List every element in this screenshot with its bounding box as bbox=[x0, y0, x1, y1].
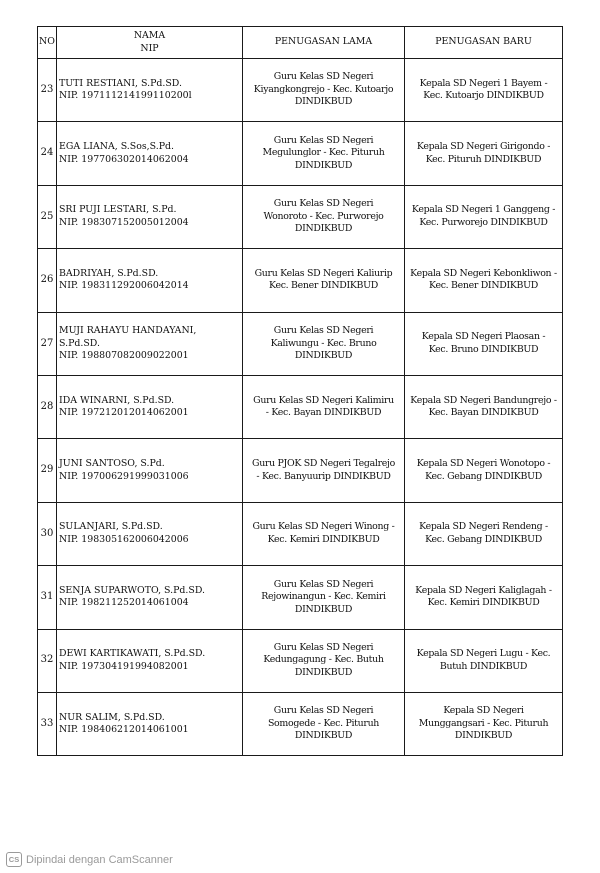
employee-nip: NIP. 197706302014062004 bbox=[59, 153, 189, 165]
employee-name: NUR SALIM, S.Pd.SD. bbox=[59, 711, 165, 723]
penugasan-baru-cell bbox=[405, 312, 563, 375]
penugasan-lama-cell bbox=[243, 439, 405, 502]
employee-name: TUTI RESTIANI, S.Pd.SD. bbox=[59, 77, 182, 89]
penugasan-baru-cell bbox=[405, 692, 563, 755]
penugasan-baru-line: Kepala SD Negeri Girigondo - bbox=[416, 141, 551, 153]
penugasan-lama-cell bbox=[243, 502, 405, 565]
penugasan-lama-line: Kaliwungu - Kec. Bruno bbox=[270, 337, 377, 349]
table-row bbox=[38, 312, 563, 375]
penugasan-baru-line: Kec. Pituruh DINDIKBUD bbox=[425, 153, 542, 165]
penugasan-baru-line: Kec. Bruno DINDIKBUD bbox=[428, 343, 539, 355]
row-number: 27 bbox=[38, 312, 57, 375]
penugasan-baru-line: Kepala SD Negeri Wonotopo - bbox=[416, 458, 551, 470]
penugasan-baru-line: Kepala SD Negeri bbox=[443, 705, 524, 717]
penugasan-lama-line: Guru Kelas SD Negeri bbox=[273, 134, 374, 146]
nama-nip-cell bbox=[57, 375, 243, 438]
penugasan-lama-line: Kec. Bener DINDIKBUD bbox=[269, 280, 378, 292]
table-row bbox=[38, 122, 563, 185]
penugasan-baru-line: Munggangsari - Kec. Pituruh bbox=[418, 717, 549, 729]
penugasan-baru-line: Kepala SD Negeri 1 Bayem - bbox=[419, 77, 548, 89]
penugasan-lama-line: DINDIKBUD bbox=[294, 96, 353, 108]
employee-nip: NIP. 197212012014062001 bbox=[59, 407, 189, 419]
watermark-text: Dipindai dengan CamScanner bbox=[26, 853, 173, 866]
penugasan-lama-line: Kec. Kemiri DINDIKBUD bbox=[267, 533, 380, 545]
penugasan-baru-line: Kepala SD Negeri Kaliglagah - bbox=[415, 584, 552, 596]
penugasan-lama-line: Guru Kelas SD Negeri bbox=[273, 641, 374, 653]
table-row bbox=[38, 375, 563, 438]
penugasan-lama-cell bbox=[243, 122, 405, 185]
penugasan-baru-line: Kepala SD Negeri Plaosan - bbox=[421, 331, 546, 343]
penugasan-baru-cell bbox=[405, 502, 563, 565]
nama-nip-cell bbox=[57, 439, 243, 502]
header-nama-nip bbox=[57, 27, 243, 59]
employee-name: JUNI SANTOSO, S.Pd. bbox=[59, 458, 165, 470]
penugasan-baru-line: Butuh DINDIKBUD bbox=[439, 660, 528, 672]
nama-nip-cell bbox=[57, 312, 243, 375]
employee-name: DEWI KARTIKAWATI, S.Pd.SD. bbox=[59, 648, 206, 660]
penugasan-lama-line: DINDIKBUD bbox=[294, 350, 353, 361]
row-number: 32 bbox=[38, 629, 57, 692]
penugasan-baru-line: Kepala SD Negeri Rendeng - bbox=[419, 521, 548, 533]
header-no: NO bbox=[38, 27, 57, 59]
employee-name: SULANJARI, S.Pd.SD. bbox=[59, 521, 163, 533]
penugasan-lama-cell bbox=[243, 185, 405, 248]
row-number: 33 bbox=[38, 692, 57, 755]
penugasan-lama-cell bbox=[243, 375, 405, 438]
penugasan-baru-cell bbox=[405, 566, 563, 629]
penugasan-lama-line: Rejowinangun - Kec. Kemiri bbox=[261, 591, 386, 603]
row-number: 30 bbox=[38, 502, 57, 565]
employee-name: MUJI RAHAYU HANDAYANI, bbox=[59, 325, 197, 336]
penugasan-lama-line: Guru Kelas SD Negeri bbox=[273, 578, 374, 590]
penugasan-lama-line: DINDIKBUD bbox=[294, 666, 353, 678]
penugasan-lama-cell bbox=[243, 629, 405, 692]
penugasan-lama-cell bbox=[243, 566, 405, 629]
penugasan-lama-line: - Kec. Banyuurip DINDIKBUD bbox=[256, 470, 391, 482]
penugasan-baru-line: Kepala SD Negeri Lugu - Kec. bbox=[416, 648, 551, 660]
penugasan-lama-line: Guru Kelas SD Negeri bbox=[273, 198, 374, 210]
nama-nip-cell bbox=[57, 59, 243, 122]
table-row bbox=[38, 629, 563, 692]
camscanner-logo-icon: CS bbox=[6, 852, 22, 867]
employee-name: S.Pd.SD. bbox=[59, 337, 100, 349]
penugasan-lama-cell bbox=[243, 692, 405, 755]
table-row bbox=[38, 439, 563, 502]
table-row bbox=[38, 185, 563, 248]
header-penugasan-lama: PENUGASAN LAMA bbox=[243, 27, 405, 59]
penugasan-lama-line: Guru Kelas SD Negeri Kalimiru bbox=[253, 394, 394, 406]
penugasan-lama-line: DINDIKBUD bbox=[294, 223, 353, 235]
employee-name: IDA WINARNI, S.Pd.SD. bbox=[59, 394, 175, 406]
penugasan-baru-line: Kec. Kutoarjo DINDIKBUD bbox=[423, 90, 544, 102]
penugasan-lama-line: Guru Kelas SD Negeri bbox=[273, 325, 374, 336]
nama-nip-cell bbox=[57, 185, 243, 248]
employee-name: SENJA SUPARWOTO, S.Pd.SD. bbox=[59, 584, 205, 596]
penugasan-baru-cell bbox=[405, 375, 563, 438]
penugasan-baru-line: Kec. Purworejo DINDIKBUD bbox=[419, 216, 548, 228]
penugasan-lama-line: Guru Kelas SD Negeri bbox=[273, 71, 374, 83]
nama-nip-cell bbox=[57, 692, 243, 755]
penugasan-lama-line: - Kec. Bayan DINDIKBUD bbox=[265, 407, 382, 419]
nama-nip-cell bbox=[57, 629, 243, 692]
header-penugasan-baru: PENUGASAN BARU bbox=[405, 27, 563, 59]
penugasan-baru-line: Kepala SD Negeri Kebonkliwon - bbox=[410, 267, 557, 279]
penugasan-lama-line: Megulunglor - Kec. Pituruh bbox=[262, 147, 385, 159]
employee-nip: NIP. 198305162006042006 bbox=[59, 533, 189, 545]
header-nama: NAMA bbox=[133, 30, 166, 41]
penugasan-baru-line: Kec. Gebang DINDIKBUD bbox=[425, 533, 542, 545]
penugasan-lama-cell bbox=[243, 249, 405, 312]
penugasan-baru-line: Kepala SD Negeri 1 Ganggeng - bbox=[411, 204, 556, 216]
penugasan-baru-cell bbox=[405, 629, 563, 692]
employee-nip: NIP. 198807082009022001 bbox=[59, 350, 189, 361]
row-number: 23 bbox=[38, 59, 57, 122]
penugasan-lama-line: DINDIKBUD bbox=[294, 603, 353, 615]
table-row bbox=[38, 566, 563, 629]
employee-nip: NIP. 197006291999031006 bbox=[59, 470, 189, 482]
employee-name: SRI PUJI LESTARI, S.Pd. bbox=[59, 204, 177, 216]
camscanner-watermark bbox=[6, 852, 173, 867]
penugasan-lama-line: DINDIKBUD bbox=[294, 730, 353, 742]
penugasan-lama-line: Wonoroto - Kec. Purworejo bbox=[263, 210, 384, 222]
penugasan-lama-line: Guru Kelas SD Negeri Winong - bbox=[252, 521, 395, 533]
row-number: 26 bbox=[38, 249, 57, 312]
nama-nip-cell bbox=[57, 122, 243, 185]
penugasan-lama-line: DINDIKBUD bbox=[294, 159, 353, 171]
penugasan-lama-cell bbox=[243, 312, 405, 375]
penugasan-baru-line: Kec. Gebang DINDIKBUD bbox=[425, 470, 542, 482]
table-row bbox=[38, 59, 563, 122]
row-number: 28 bbox=[38, 375, 57, 438]
row-number: 25 bbox=[38, 185, 57, 248]
penugasan-lama-cell bbox=[243, 59, 405, 122]
nama-nip-cell bbox=[57, 566, 243, 629]
penugasan-lama-line: Guru Kelas SD Negeri Kaliurip bbox=[254, 267, 393, 279]
employee-nip: NIP. 198307152005012004 bbox=[59, 216, 189, 228]
penugasan-baru-line: Kepala SD Negeri Bandungrejo - bbox=[410, 394, 557, 406]
penugasan-lama-line: Guru Kelas SD Negeri bbox=[273, 705, 374, 717]
employee-nip: NIP. 198311292006042014 bbox=[59, 280, 189, 292]
penugasan-lama-line: Kedungagung - Kec. Butuh bbox=[263, 654, 384, 666]
table-header-row bbox=[38, 27, 563, 59]
nama-nip-cell bbox=[57, 502, 243, 565]
penugasan-baru-cell bbox=[405, 185, 563, 248]
header-nip: NIP bbox=[140, 42, 159, 54]
employee-name: BADRIYAH, S.Pd.SD. bbox=[59, 267, 159, 279]
penugasan-baru-cell bbox=[405, 122, 563, 185]
assignment-table bbox=[37, 26, 563, 756]
table-row bbox=[38, 692, 563, 755]
penugasan-baru-line: Kec. Bayan DINDIKBUD bbox=[428, 407, 539, 419]
row-number: 31 bbox=[38, 566, 57, 629]
table-body bbox=[38, 59, 563, 756]
table-row bbox=[38, 502, 563, 565]
employee-nip: NIP. 198406212014061001 bbox=[59, 724, 189, 736]
employee-nip: NIP. 197304191994082001 bbox=[59, 660, 189, 672]
employee-nip: NIP. 197111214199110200l bbox=[59, 90, 192, 102]
employee-nip: NIP. 198211252014061004 bbox=[59, 597, 189, 609]
penugasan-baru-cell bbox=[405, 59, 563, 122]
penugasan-baru-line: DINDIKBUD bbox=[454, 730, 513, 742]
nama-nip-cell bbox=[57, 249, 243, 312]
row-number: 24 bbox=[38, 122, 57, 185]
penugasan-baru-line: Kec. Bener DINDIKBUD bbox=[429, 280, 538, 292]
penugasan-lama-line: Somogede - Kec. Pituruh bbox=[267, 717, 380, 729]
row-number: 29 bbox=[38, 439, 57, 502]
penugasan-baru-cell bbox=[405, 249, 563, 312]
penugasan-baru-line: Kec. Kemiri DINDIKBUD bbox=[427, 597, 540, 609]
penugasan-lama-line: Kiyangkongrejo - Kec. Kutoarjo bbox=[253, 83, 394, 95]
penugasan-baru-cell bbox=[405, 439, 563, 502]
penugasan-lama-line: Guru PJOK SD Negeri Tegalrejo bbox=[252, 458, 395, 470]
employee-name: EGA LIANA, S.Sos,S.Pd. bbox=[59, 141, 174, 153]
table-row bbox=[38, 249, 563, 312]
